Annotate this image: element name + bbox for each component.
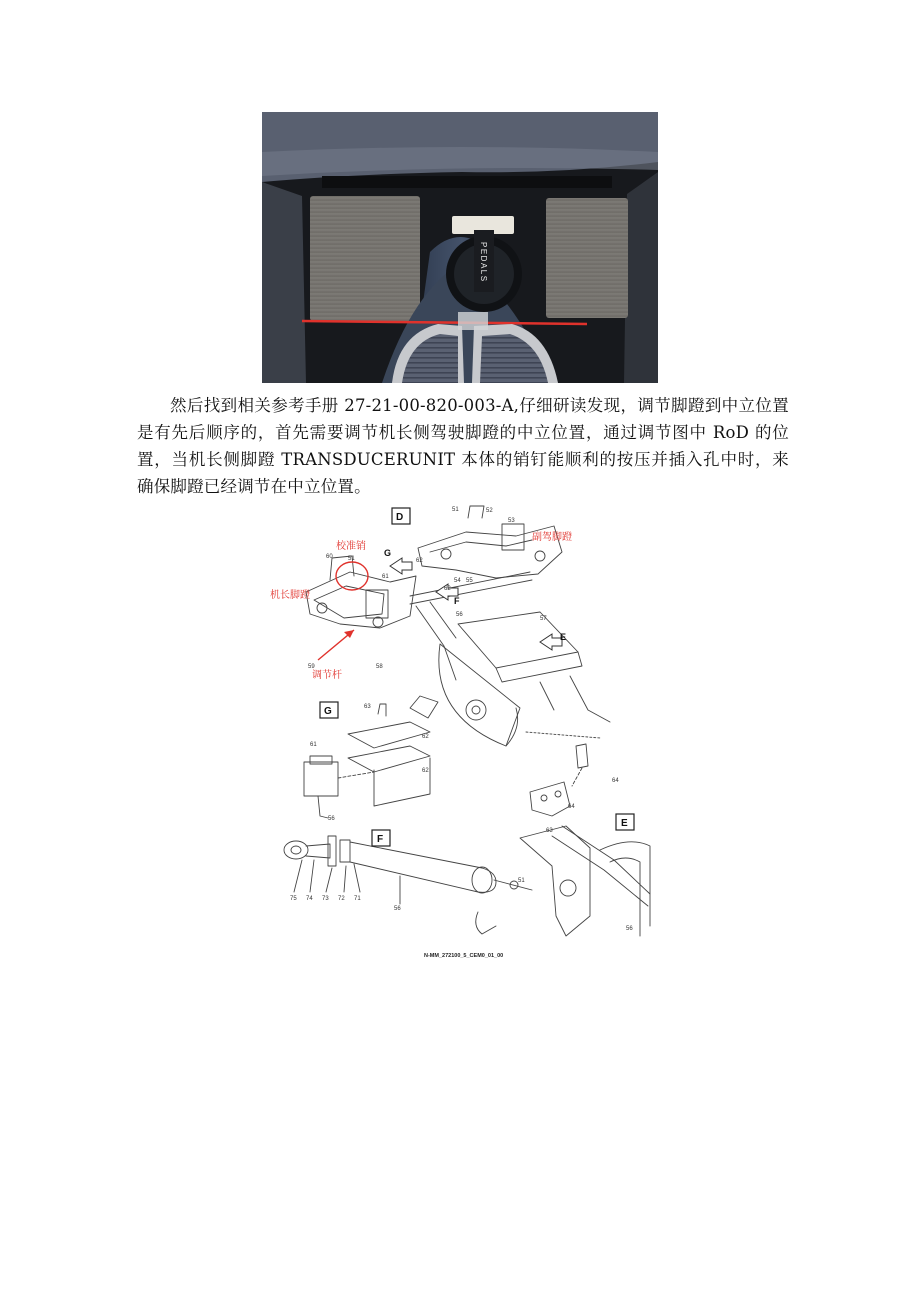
callout: 75 — [290, 896, 297, 902]
pointer-label-g: G — [384, 548, 392, 558]
view-label-d: D — [396, 512, 404, 523]
callout: 61 — [382, 574, 389, 580]
view-label-f: F — [377, 834, 384, 845]
callout: 52 — [486, 508, 493, 514]
callout: 51 — [348, 556, 355, 562]
callout: 62 — [422, 734, 429, 740]
callout: 56 — [328, 816, 335, 822]
view-g-arrow — [390, 558, 412, 574]
pedals-switch-label: PEDALS — [479, 242, 488, 283]
callout: 73 — [322, 896, 329, 902]
right-pedal-pad — [546, 198, 628, 318]
callout: 62 — [444, 586, 451, 592]
callout: 61 — [310, 742, 317, 748]
annotation-captain-pedal: 机长脚蹬 — [270, 590, 310, 601]
callout: 72 — [338, 896, 345, 902]
callout: 51 — [452, 507, 459, 513]
cockpit-pedals-photo — [262, 112, 658, 383]
callout: 58 — [376, 664, 383, 670]
annotation-calibration-pin: 校准销 — [336, 541, 366, 552]
annotation-adjust-rod: 调节杆 — [312, 670, 342, 681]
callout: 63 — [364, 704, 371, 710]
callout: 56 — [626, 926, 633, 932]
figure-id: N-MM_272100_5_CEM0_01_00 — [424, 953, 504, 959]
view-label-g: G — [324, 706, 332, 717]
callout: 59 — [308, 664, 315, 670]
callout: 64 — [612, 778, 619, 784]
callout: 56 — [456, 612, 463, 618]
callout: 54 — [454, 578, 461, 584]
pointer-label-f: F — [454, 596, 460, 606]
body-paragraph: 然后找到相关参考手册 27-21-00-820-003-A,仔细研读发现，调节脚蹬到中立位置是有先后顺序的，首先需要调节机长侧驾驶脚蹬的中立位置，通过调节图中 RoD 的位置，当机长侧脚蹬 TRANSDUCERUNIT 本体的销钉能顺利的按压并插入孔中时，来确保脚蹬已经调节在中立位置。 — [137, 396, 789, 496]
callout: 74 — [306, 896, 313, 902]
callout: 55 — [466, 578, 473, 584]
pedal-mechanism-diagram — [270, 496, 660, 966]
pointer-label-e: E — [560, 632, 567, 642]
callout: 71 — [354, 896, 361, 902]
callout: 64 — [568, 804, 575, 810]
view-label-e: E — [621, 818, 628, 829]
left-pedal-pad — [310, 196, 420, 321]
callout: 62 — [416, 558, 423, 564]
annotation-fo-pedal: 副驾脚蹬 — [532, 532, 572, 543]
callout: 63 — [546, 828, 553, 834]
callout: 51 — [518, 878, 525, 884]
callout: 62 — [422, 768, 429, 774]
callout: 56 — [394, 906, 401, 912]
callout: 57 — [540, 616, 547, 622]
callout: 53 — [508, 518, 515, 524]
view-e-arrow — [540, 634, 562, 650]
callout: 60 — [326, 554, 333, 560]
